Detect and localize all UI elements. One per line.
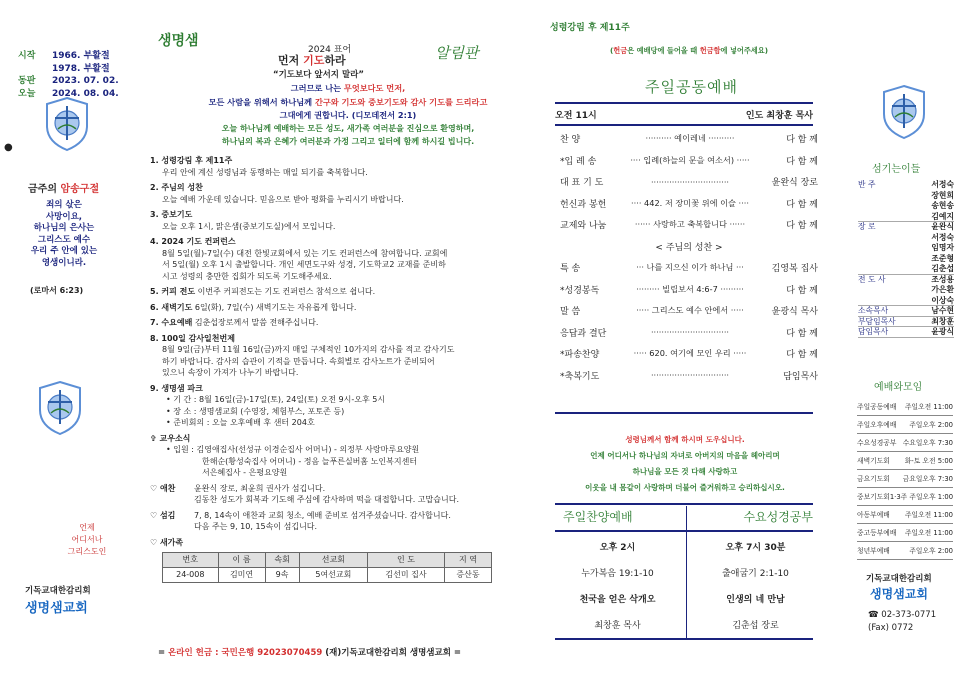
notice-item: ♡ 섬김 7, 8, 14속이 애찬과 교회 청소, 예배 준비로 섬겨주셨습니다. 감사합니다. 다음 주는 9, 10, 15속이 섬깁니다. [150, 510, 451, 531]
servers-title: 섬기는이들 [872, 164, 921, 175]
wednesday-study: 오후 7시 30분 출애굽기 2:1-10 인생의 네 만남 김춘섭 장로 [722, 543, 789, 631]
notice-item: 7. 수요예배 김춘섭장로께서 말씀 전해주십니다. [150, 318, 319, 327]
order-row: *성경봉독 ········· 빌립보서 4:6-7 ········· 다 함 께 [560, 283, 818, 296]
server-row: 반 주 서정숙 [858, 180, 954, 189]
meeting-row: 주일오후예배 주일오후 2:00 [857, 416, 953, 434]
order-of-worship [560, 128, 818, 386]
divider [555, 503, 813, 505]
notice-item: 5. 커피 전도 이번주 커피전도는 기도 컨퍼런스 참석으로 쉽니다. [150, 287, 376, 296]
church-name: 생명샘교회 [25, 601, 88, 616]
meetings-list [857, 398, 953, 560]
notice-item: 4. 2024 기도 컨퍼런스 8월 5일(월)-7일(수) 대전 한빛교회에서 있는 기도 컨퍼런스에 참여합니다. 교회에 서 5일(월) 오후 1시 출발합니다. 개인 세면도구와 성경, 기도학교2 교재를 준비하 시고 성령의 충만한 집회가 되도록 기도해주세요. [150, 237, 448, 281]
left-panel [0, 0, 135, 679]
right-panel [852, 0, 960, 679]
newcomer-table [162, 552, 492, 583]
order-row: *축복기도 ······························ 담임목사 [560, 370, 818, 382]
meeting-row: 중보기도회 1·3주 주일오후 1:00 [857, 488, 953, 506]
intro-verse: 그러므로 나는 무엇보다도 먼저, 모든 사람을 위해서 하나님께 간구와 기도와 중보기도와 감사 기도를 드리라고 그대에게 권합니다. (디모데전서 2:1) [208, 83, 488, 120]
church-emblem-icon [43, 96, 91, 152]
date-row: 1978. 부활절 [52, 63, 110, 74]
bulletin-heading: 알림판 [435, 44, 479, 62]
vertical-divider [686, 506, 687, 638]
meeting-row: 새벽기도회 화-토 오전 5:00 [857, 452, 953, 470]
table-header-row: 번호 이 름 속회 선교회 인 도 지 역 [163, 553, 492, 568]
date-row: 동판 2023. 07. 02. [18, 76, 119, 86]
order-row: *파송찬양 ····· 620. 여기에 모인 우리 ····· 다 함 께 [560, 348, 818, 361]
bullet-dot: ● [4, 142, 13, 153]
week-label: 성령강림 후 제11주 [550, 23, 630, 33]
church-dates [18, 50, 119, 100]
divider [555, 530, 813, 532]
meeting-row: 아동부예배 주일오전 11:00 [857, 506, 953, 524]
server-row: 김춘섭 [858, 264, 954, 275]
divider [555, 412, 813, 414]
server-row: 송현송 [931, 201, 954, 210]
server-row: 장 로 윤완식 [858, 222, 954, 231]
meeting-row: 수요성경공부 수요일오후 7:30 [857, 434, 953, 452]
server-row: 담임목사 윤광식 [858, 327, 954, 336]
service-header: 오전 11시 인도 최창훈 목사 [555, 111, 813, 121]
notice-item: 6. 새벽기도 6일(화), 7일(수) 새벽기도는 자유롭게 합니다. [150, 302, 357, 312]
notice-item: 1. 성령강림 후 제11주 우리 안에 계신 성령님과 동행하는 매일 되기를 축복합니다. [150, 156, 368, 177]
worship-order-panel [545, 0, 845, 679]
notice-item: 8. 100일 감사일천번제 8월 9일(금)부터 11월 16일(금)까지 매일 구체적인 10가지의 감사를 적고 감사기도 하기 바랍니다. 감사의 습관이 기적을 만듭니다. 속회별로 감사노트가 준비되어 있으니 속장이 가져가 나누기 바랍니다. [150, 333, 455, 377]
server-row: 부담임목사 최창훈 [858, 316, 954, 326]
date-row: 시작 1966. 부활절 [18, 51, 110, 61]
servers-list [858, 180, 954, 338]
welcome-message: 오늘 하나님께 예배하는 모든 성도, 새가족 여러분을 진심으로 환영하며, 하나님의 복과 은혜가 여러분과 가정 그리고 일터에 함께 하시길 빕니다. [221, 124, 475, 146]
meeting-row: 금요기도회 금요일오후 7:30 [857, 470, 953, 488]
notice-item: ✞ 교우소식 • 입원 : 김영애집사(선성규 이경순집사 어머니) - 의정부 사랑마루요양원 한해순(황성숙집사 어머니) - 정음 늘푸른실버홈 노인복지센터 서은혜집사 - 은평요양원 [150, 433, 420, 477]
meetings-title: 예배와모임 [874, 382, 923, 393]
order-row: 교제와 나눔 ······ 사랑하고 축복합니다 ······ 다 함 께 [560, 219, 818, 232]
sub-service-titles: 주일찬양예배 수요성경공부 [563, 510, 813, 524]
divider [555, 124, 813, 126]
notice-item: ♡ 새가족 번호 이 름 속회 선교회 인 도 지 역 24-008 김미연 9속 5여선교회 김선미 집사 증산동 [150, 537, 540, 584]
motto-year: 2024 표어 [308, 45, 352, 55]
meeting-row: 중고등부예배 주일오전 11:00 [857, 524, 953, 542]
afternoon-service: 오후 2시 누가복음 19:1-10 천국을 얻은 삭개오 최창훈 목사 [579, 543, 656, 631]
server-row: 서정숙 [931, 232, 954, 242]
weekly-verse-title: 금주의 암송구절 [28, 184, 100, 195]
divider [555, 102, 813, 104]
offering-note: (헌금은 예배당에 들어올 때 헌금함에 넣어주세요) [610, 46, 768, 55]
order-row: 대 표 기 도 ······························ 윤완식 장로 [560, 176, 818, 189]
worship-title: 주일공동예배 [645, 78, 738, 96]
church-emblem-icon [36, 380, 84, 436]
server-row: 김예지 [858, 212, 954, 223]
server-row: 조준형 [931, 253, 954, 263]
slogan: 언제 어디서나 그리스도인 [67, 523, 107, 556]
divider [555, 638, 813, 640]
brand-title: 생명샘 [158, 33, 199, 49]
order-row: 찬 양 ·········· 예이레네 ·········· 다 함 께 [560, 133, 818, 146]
meeting-row: 청년부예배 주일오후 2:00 [857, 542, 953, 560]
church-emblem-icon [880, 84, 928, 140]
server-row: 이상숙 [858, 296, 954, 307]
order-row: < 주님의 성찬 > [655, 242, 723, 253]
order-row: 응답과 결단 ······························ 다 함 께 [560, 327, 818, 339]
contact-info: ☎ 02-373-0771 (Fax) 0772 [868, 610, 937, 633]
order-row: 특 송 ··· 나를 지으신 이가 하나님 ··· 김영복 집사 [560, 262, 818, 275]
weekly-verse-body: 죄의 삯은 사망이요, 하나님의 은사는 그리스도 예수 우리 주 안에 있는 영생이니라. [30, 200, 98, 268]
server-row: 가은환 [931, 285, 954, 294]
server-row: 장현희 [931, 190, 954, 200]
church-name: 생명샘교회 [870, 587, 928, 601]
weekly-verse-reference: (로마서 6:23) [30, 286, 84, 295]
motto-subtitle: “기도보다 앞서지 말라” [273, 70, 364, 80]
table-row: 24-008 김미연 9속 5여선교회 김선미 집사 증산동 [163, 568, 492, 583]
server-row: 전 도 사 조성용 [858, 274, 954, 284]
online-offering: = 온라인 헌금 : 국민은행 92023070459 (재)기독교대한감리회 생명샘교회 = [158, 648, 462, 658]
denomination-name: 기독교대한감리회 [866, 574, 932, 584]
benediction: 성령님께서 함께 하시며 도우십니다. 언제 어디서나 하나님의 자녀로 아버지의 마음을 헤아리며 하나님을 모든 것 다해 사랑하고 이웃을 내 몸같이 사랑하며 더불어 즐거워하고 승리하십시오. [585, 435, 785, 492]
date-row: 오늘 2024. 08. 04. [18, 88, 119, 99]
notice-item: 3. 중보기도 오늘 오후 1시, 맑은샘(중보기도실)에서 모입니다. [150, 210, 336, 231]
order-row: 헌신과 봉헌 ···· 442. 저 장미꽃 위에 이슬 ···· 다 함 께 [560, 197, 818, 210]
motto-title: 먼저 기도하라 [278, 54, 346, 67]
denomination-name: 기독교대한감리회 [25, 586, 91, 596]
server-row: 임명자 [931, 243, 954, 252]
notice-item: ♡ 애찬 윤완식 장로, 최윤희 권사가 섬깁니다. 김동찬 성도가 회복과 기도해 주심에 감사하며 떡을 대접합니다. 고맙습니다. [150, 483, 459, 504]
server-row: 소속목사 남수현 [858, 306, 954, 315]
notice-item: 9. 생명샘 파크 • 기 간 : 8월 16일(금)-17일(토), 24일(토) 오전 9시-오후 5시 • 장 소 : 생명샘교회 (수영장, 체험부스, 포토존 등) • 준비회의 : 오늘 오후예배 후 샌터 204호 [150, 383, 386, 427]
notice-list [150, 155, 540, 587]
announcements-panel [138, 0, 538, 679]
order-row: 말 씀 ····· 그리스도 예수 안에서 ····· 윤광식 목사 [560, 305, 818, 318]
order-row: *입 례 송 ···· 입례(하늘의 문을 여소서) ····· 다 함 께 [560, 154, 818, 167]
notice-item: 2. 주님의 성찬 오늘 예배 가운데 있습니다. 믿음으로 받아 평화를 누리시기 바랍니다. [150, 183, 404, 204]
meeting-row: 주일공동예배 주일오전 11:00 [857, 398, 953, 416]
